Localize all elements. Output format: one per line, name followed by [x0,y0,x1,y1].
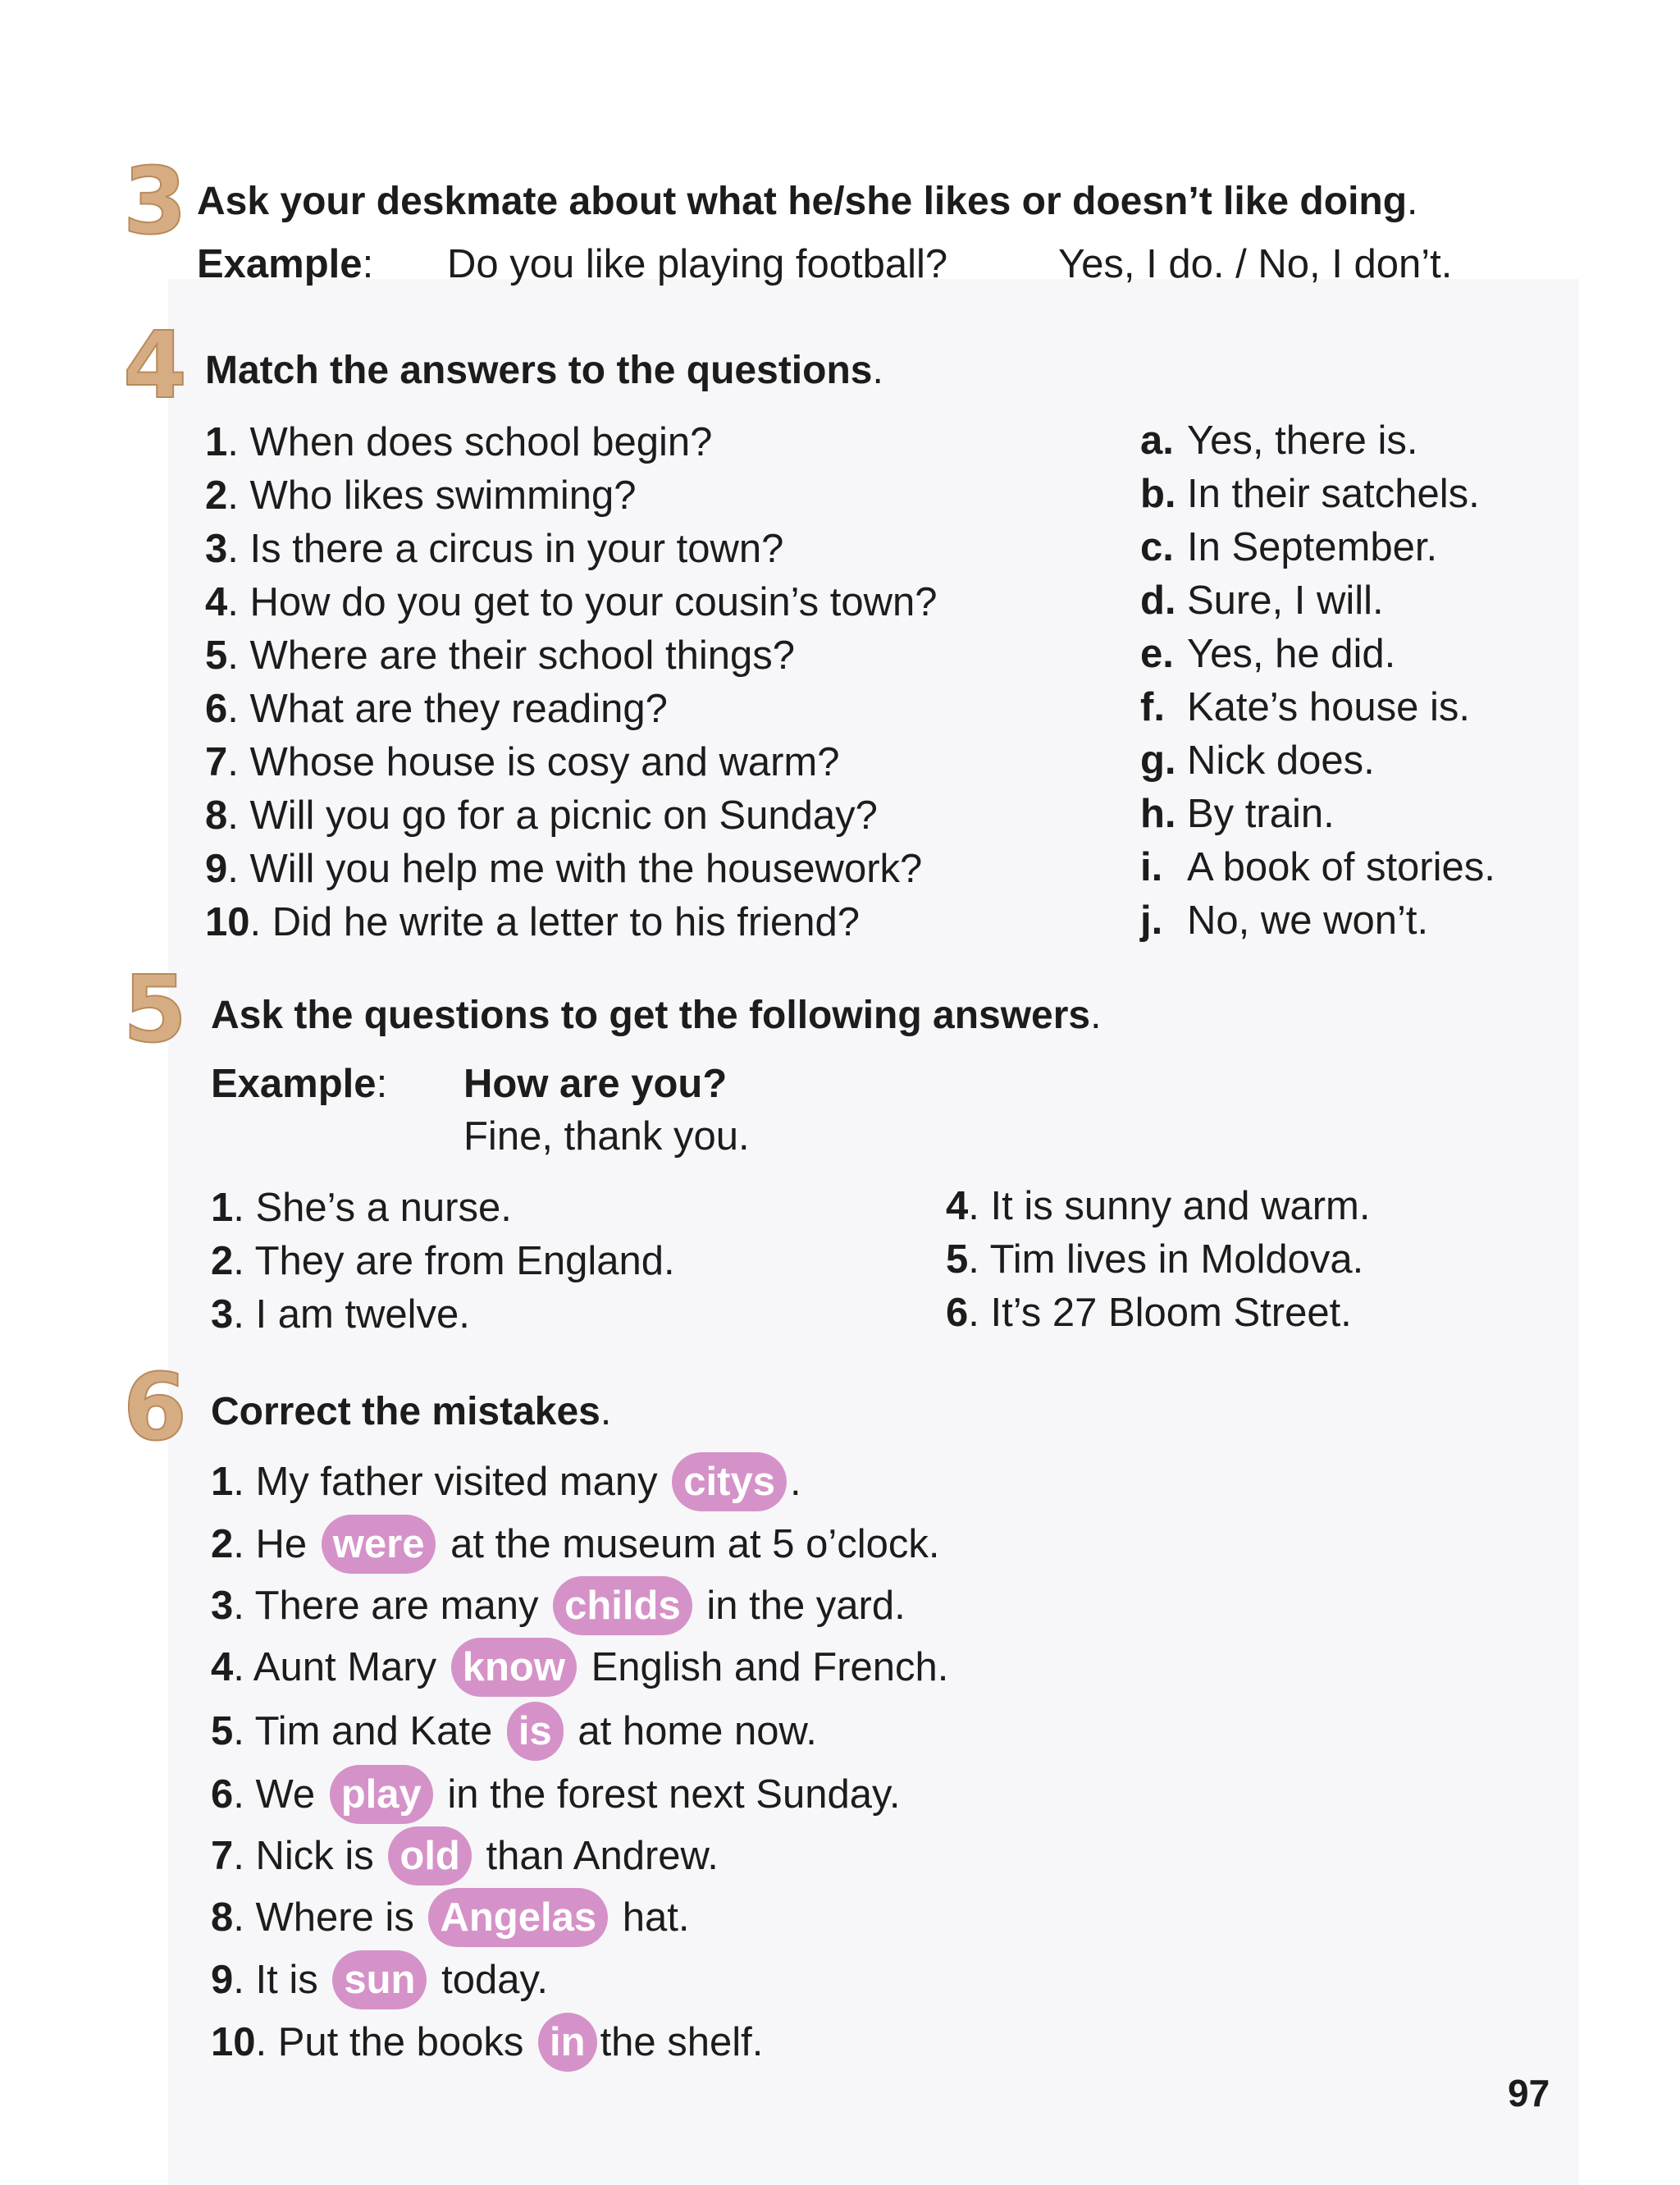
exercise-3-example-question: Do you like playing football? [447,242,948,286]
exercise-4-instruction [205,348,883,393]
question-text: . How do you get to your cousin’s town? [227,580,938,624]
question-item [205,683,938,736]
answer-item [1140,841,1495,894]
mistake-highlight: were [322,1515,436,1574]
exercise-5-number: 5 [123,957,187,1063]
question-item [205,736,938,789]
sentence-after: . [789,1460,801,1504]
mistake-highlight: play [330,1765,433,1824]
example-colon: : [376,1062,388,1106]
question-text: . Where are their school things? [227,633,796,678]
sentence-after: at home now. [578,1709,817,1753]
exercise-4-questions [205,416,938,949]
sentence-before: . Where is [233,1895,414,1940]
item-number: 6 [946,1291,969,1335]
instruction-period: . [872,349,883,392]
sentence-after: in the yard. [706,1584,906,1628]
question-number: 10 [205,900,250,944]
answer-text: Nick does. [1187,738,1375,783]
answer-letter: a. [1140,418,1174,463]
question-item [205,523,938,576]
instruction-text: Correct the mistakes [211,1390,600,1433]
question-text: . Whose house is cosy and warm? [227,740,840,784]
item-text: . They are from England. [233,1239,675,1283]
item-text: . I am twelve. [233,1292,470,1337]
question-item [205,789,938,843]
sentence-number: 7 [211,1834,234,1878]
answer-item [1140,681,1495,734]
instruction-period: . [1090,994,1102,1037]
exercise-6-number: 6 [123,1355,187,1461]
answer-item [1140,521,1495,574]
answer-text: Sure, I will. [1187,578,1384,623]
answer-prompt [211,1182,675,1235]
sentence-before: . He [233,1522,308,1566]
mistake-sentence [211,1576,906,1635]
answer-letter: j. [1140,898,1163,943]
sentence-after: today. [441,1958,548,2002]
answer-prompt [946,1287,1370,1340]
question-text: . Who likes swimming? [227,473,637,518]
sentence-after: the shelf. [600,2020,764,2064]
mistake-highlight: sun [332,1950,427,2009]
question-number: 5 [205,633,228,678]
mistake-sentence [211,1702,817,1761]
sentence-number: 4 [211,1645,234,1689]
answer-prompt [946,1180,1370,1233]
item-text: . It’s 27 Bloom Street. [968,1291,1352,1335]
question-item [205,629,938,683]
mistake-highlight: old [388,1826,471,1886]
answer-letter: c. [1140,525,1174,569]
question-number: 8 [205,793,228,838]
answer-text: A book of stories. [1187,845,1495,889]
sentence-number: 5 [211,1709,234,1753]
answer-prompt [211,1288,675,1342]
question-text: . When does school begin? [227,420,713,464]
item-number: 5 [946,1237,969,1282]
exercise-3-example [197,241,373,287]
exercise-5-instruction [211,993,1101,1038]
item-number: 1 [211,1186,234,1230]
mistake-highlight: know [451,1638,577,1697]
question-item [205,843,938,896]
question-item [205,576,938,629]
answer-item [1140,468,1495,521]
answer-text: Yes, there is. [1187,418,1418,463]
mistake-highlight: citys [672,1452,787,1511]
item-text: . She’s a nurse. [233,1186,512,1230]
question-number: 9 [205,847,228,891]
exercise-5-items-left [211,1182,675,1342]
exercise-4-answers [1140,414,1495,948]
answer-letter: h. [1140,792,1176,836]
answer-letter: i. [1140,845,1163,889]
item-text: . Tim lives in Moldova. [968,1237,1364,1282]
answer-item [1140,788,1495,841]
sentence-after: English and French. [591,1645,949,1689]
exercise-5-example-answer: Fine, thank you. [463,1114,750,1159]
sentence-before: . There are many [233,1584,539,1628]
answer-letter: f. [1140,685,1165,729]
question-number: 6 [205,687,228,731]
answer-item [1140,734,1495,788]
sentence-before: . It is [233,1958,318,2002]
item-text: . It is sunny and warm. [968,1184,1371,1228]
sentence-number: 3 [211,1584,234,1628]
answer-letter: d. [1140,578,1176,623]
exercise-5-items-right [946,1180,1370,1340]
question-number: 1 [205,420,228,464]
answer-text: No, we won’t. [1187,898,1429,943]
answer-item [1140,414,1495,468]
exercise-3-example-answer: Yes, I do. / No, I don’t. [1058,242,1453,286]
exercise-3-number: 3 [123,149,187,255]
answer-text: By train. [1187,792,1335,836]
item-number: 2 [211,1239,234,1283]
answer-text: Yes, he did. [1187,632,1396,676]
page-number: 97 [1508,2072,1550,2114]
instruction-text: Ask the questions to get the following answers [211,994,1091,1037]
item-number: 4 [946,1184,969,1228]
answer-item [1140,574,1495,628]
question-number: 7 [205,740,228,784]
answer-letter: e. [1140,632,1174,676]
mistake-highlight: childs [553,1576,692,1635]
answer-letter: g. [1140,738,1176,783]
sentence-number: 2 [211,1522,234,1566]
answer-text: In September. [1187,525,1438,569]
sentence-after: in the forest next Sunday. [447,1772,901,1817]
answer-item [1140,628,1495,681]
mistake-sentence [211,1515,940,1574]
sentence-before: . Put the books [255,2020,524,2064]
question-text: . Will you help me with the housework? [227,847,923,891]
answer-text: Kate’s house is. [1187,685,1471,729]
instruction-text: Match the answers to the questions [205,349,873,392]
mistake-sentence [211,1826,719,1886]
question-number: 2 [205,473,228,518]
question-item [205,896,938,949]
sentence-before: . Nick is [233,1834,374,1878]
instruction-text: Ask your deskmate about what he/she likes or doesn’t like doing [197,180,1408,223]
answer-item [1140,894,1495,948]
sentence-number: 6 [211,1772,234,1817]
sentence-before: . We [233,1772,316,1817]
item-number: 3 [211,1292,234,1337]
sentence-after: than Andrew. [486,1834,719,1878]
mistake-sentence [211,2013,763,2072]
question-number: 3 [205,527,228,571]
mistake-sentence [211,1452,801,1511]
mistake-sentence [211,1638,948,1697]
sentence-before: . Aunt Mary [233,1645,437,1689]
instruction-period: . [600,1390,612,1433]
answer-prompt [946,1233,1370,1287]
question-text: . Will you go for a picnic on Sunday? [227,793,878,838]
exercise-6-instruction [211,1389,611,1434]
question-item [205,469,938,523]
question-item [205,416,938,469]
question-text: . What are they reading? [227,687,668,731]
mistake-sentence [211,1888,689,1947]
example-label: Example [197,242,363,286]
question-text: . Is there a circus in your town? [227,527,784,571]
exercise-5-example-question: How are you? [463,1062,728,1106]
exercise-4-number: 4 [123,313,187,419]
sentence-after: hat. [622,1895,690,1940]
mistake-highlight: is [507,1702,564,1761]
sentence-number: 1 [211,1460,234,1504]
answer-prompt [211,1235,675,1288]
exercise-5-example [211,1061,387,1107]
mistake-highlight: in [538,2013,597,2072]
instruction-period: . [1407,180,1418,223]
question-number: 4 [205,580,228,624]
example-label: Example [211,1062,377,1106]
sentence-number: 10 [211,2020,256,2064]
mistake-sentence [211,1950,548,2009]
example-colon: : [362,242,374,286]
sentence-before: . My father visited many [233,1460,658,1504]
sentence-before: . Tim and Kate [233,1709,493,1753]
answer-text: In their satchels. [1187,472,1480,516]
mistake-highlight: Angelas [428,1888,608,1947]
mistake-sentence [211,1765,900,1824]
sentence-number: 8 [211,1895,234,1940]
exercise-3-instruction [197,179,1418,224]
sentence-after: at the museum at 5 o’clock. [450,1522,940,1566]
answer-letter: b. [1140,472,1176,516]
sentence-number: 9 [211,1958,234,2002]
question-text: . Did he write a letter to his friend? [249,900,861,944]
